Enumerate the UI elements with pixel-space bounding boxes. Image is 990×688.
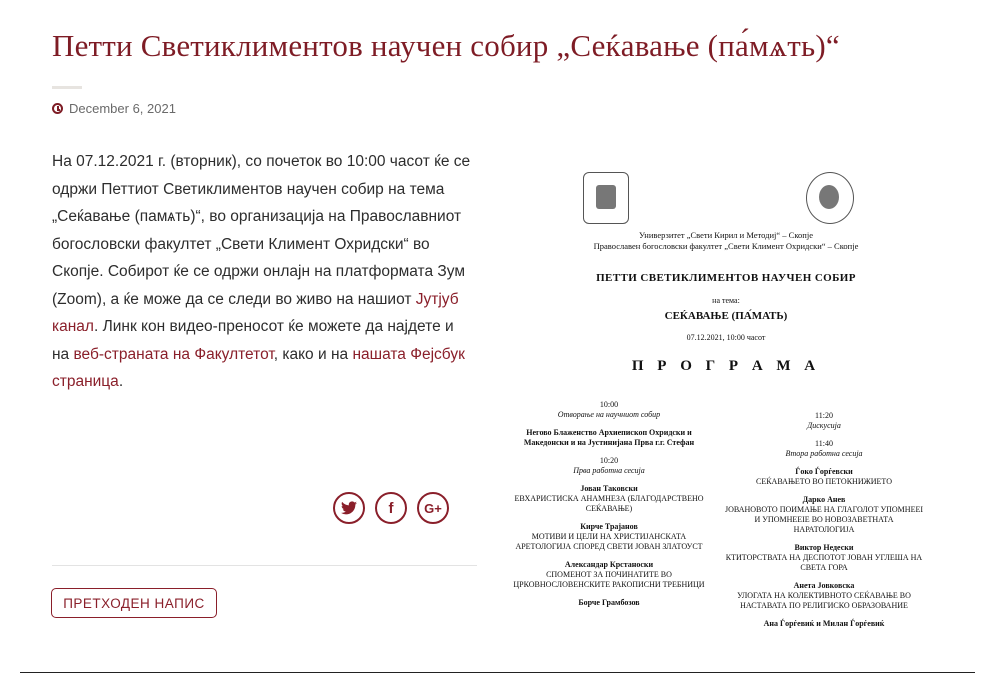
program-speaker: Борче Грамбозов	[578, 598, 640, 607]
body-text-2: . Линк кон видео-преносот ќе можете да најдете и на	[52, 318, 454, 363]
program-conference: ПЕТТИ СВЕТИКЛИМЕНТОВ НАУЧЕН СОБИР	[596, 272, 856, 284]
uni-line-1: Универзитет „Свети Кирил и Методиј“ – Скопје	[639, 230, 813, 240]
footer-line	[20, 672, 975, 673]
program-talk: УЛОГАТА НА КОЛЕКТИВНОТО СЕЌАВАЊЕ ВО НАСТАВАТА ПО РЕЛИГИСКО ОБРАЗОВАНИЕ	[737, 591, 911, 610]
program-speaker: Виктор Недески	[794, 543, 854, 552]
program-heading: П Р О Г Р А М А	[631, 358, 821, 374]
program-speaker: Александар Крстаноски	[564, 560, 654, 569]
program-time: 10:20	[599, 456, 619, 465]
share-buttons	[333, 492, 449, 524]
program-datetime: 07.12.2021, 10:00 часот	[686, 333, 766, 342]
program-on-theme: на тема:	[712, 296, 740, 305]
faculty-website-link[interactable]: веб-страната на Факултетот	[73, 345, 274, 363]
program-speaker: Анета Јовковска	[793, 581, 855, 590]
google-plus-icon: G+	[424, 500, 442, 516]
program-theme: СЕЌАВАЊЕ (ПА́МАТЬ)	[664, 310, 788, 322]
program-session: Втора работна сесија	[785, 449, 863, 458]
program-right-column	[724, 411, 924, 629]
uni-line-2: Православен богословски факултет „Свети Климент Охридски“ – Скопје	[593, 241, 859, 251]
faculty-seal-icon	[806, 172, 854, 224]
program-session: Прва работна сесија	[573, 466, 645, 475]
program-speaker: Негово Блаженство Архиепископ Охридски и Македонски и на Јустинијана Прва г.г. Стефан	[523, 428, 695, 447]
program-speaker: Јован Таковски	[580, 484, 638, 493]
twitter-icon	[341, 501, 357, 515]
program-image	[496, 150, 956, 672]
post-divider	[52, 565, 477, 566]
program-speaker: Дарко Анев	[802, 495, 846, 504]
program-talk: МОТИВИ И ЦЕЛИ НА ХРИСТИЈАНСКАТА АРЕТОЛОГИЈА СПОРЕД СВЕТИ ЈОВАН ЗЛАТОУСТ	[515, 532, 703, 551]
program-speaker: Кирче Трајанов	[580, 522, 638, 531]
program-talk: СПОМЕНОТ ЗА ПОЧИНАТИТЕ ВО ЦРКОВНОСЛОВЕНСКИТЕ РАКОПИСНИ ТРЕБНИЦИ	[513, 570, 705, 589]
program-university	[496, 230, 956, 252]
youtube-channel-link[interactable]: Јутјуб канал	[52, 290, 459, 335]
post-date-text: December 6, 2021	[69, 101, 176, 116]
program-time: 10:00	[599, 400, 619, 409]
facebook-share-button[interactable]	[375, 492, 407, 524]
post-body	[52, 148, 472, 396]
clock-icon	[52, 103, 63, 114]
program-speaker: Ана Ѓорѓевиќ и Милан Ѓорѓевиќ	[763, 619, 885, 628]
program-time: 11:20	[815, 411, 833, 420]
program-time: 11:40	[815, 439, 833, 448]
program-talk: СЕЌАВАЊЕТО ВО ПЕТОКНИЖИЕТО	[756, 477, 892, 486]
twitter-share-button[interactable]	[333, 492, 365, 524]
title-underline	[52, 86, 82, 89]
university-seal-icon	[583, 172, 629, 224]
program-speaker: Ѓоко Ѓорѓевски	[795, 467, 853, 476]
google-plus-share-button[interactable]	[417, 492, 449, 524]
program-left-column	[504, 400, 714, 608]
page-title: Петти Светиклиментов научен собир „Сеќавање (па́мѧть)“	[52, 28, 840, 63]
body-text-3: , како и на	[273, 345, 353, 363]
program-session: Дискусија	[807, 421, 841, 430]
previous-post-button[interactable]: ПРЕТХОДЕН НАПИС	[51, 588, 217, 618]
facebook-page-link[interactable]: нашата Фејсбук страница	[52, 345, 465, 390]
program-talk: ЈОВАНОВОТО ПОИМАЊЕ НА ГЛАГОЛОТ УПОМНЕЕІ И УПОМНЕЕІЕ ВО НОВОЗАВЕТНАТА НАРАТОЛОГИЈА	[724, 505, 924, 534]
body-text-1: На 07.12.2021 г. (вторник), со почеток во 10:00 часот ќе се одржи Петтиот Светиклиментов научен собир на тема „Сеќавање (памѧть)“, во организација на Православниот богословски факултет „Свети Климент Охридски“ во Скопје. Собирот ќе се одржи онлајн на платформата Зум (Zoom), а ќе може да се следи во живо на нашиот	[52, 153, 471, 308]
facebook-icon: f	[388, 499, 394, 517]
program-talk: КТИТОРСТВАТА НА ДЕСПОТОТ ЈОВАН УГЛЕША НА СВЕТА ГОРА	[725, 553, 923, 572]
program-session: Отворање на научниот собир	[557, 410, 661, 419]
post-date	[52, 101, 176, 116]
body-text-4: .	[118, 373, 124, 390]
program-talk: ЕВХАРИСТИСКА АНАМНЕЗА (БЛАГОДАРСТВЕНО СЕЌАВАЊЕ)	[514, 494, 704, 513]
